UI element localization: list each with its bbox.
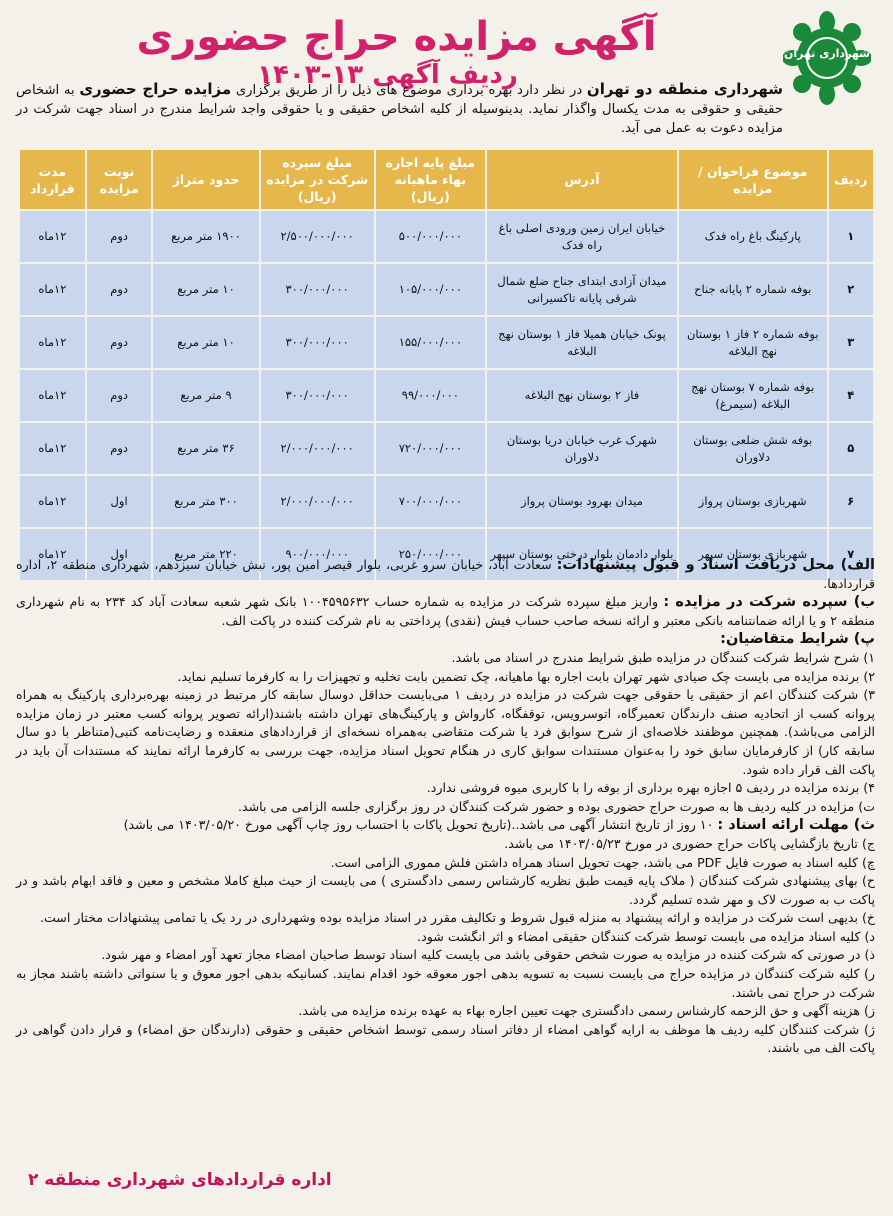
cell-round: دوم: [86, 422, 153, 475]
clause-se: ث) مهلت ارائه اسناد : ۱۰ روز از تاریخ انتشار آگهی می باشد..(تاریخ تحویل پاکات با احتساب روز چاپ آگهی مورخ ۱۴۰۳/۰۵/۲۰ می باشد): [123, 817, 875, 834]
clause-he: ح) بهای پیشنهادی شرکت کنندگان ( ملاک پایه قیمت طبق نظریه کارشناس رسمی دادگستری ) می بایست از حیث مبلغ کاملا مشخص و معین و فاقد ابهام باشد و در پاکت ب به صورت لاک و مهر شده تسلیم گردد.: [16, 873, 875, 907]
ad-row-number: ردیف آگهی ۱۳-۱۴۰۳: [257, 60, 518, 90]
header-address: آدرس: [486, 149, 678, 210]
cell-deposit: ۲/۰۰۰/۰۰۰/۰۰۰: [260, 422, 375, 475]
cell-deposit: ۹۰۰/۰۰۰/۰۰۰: [260, 528, 375, 581]
cell-duration: ۱۲ماه: [19, 316, 86, 369]
clause-dal: د) کلیه اسناد مزایده می بایست توسط شرکت کنندگان حقیقی امضاء و اثر انگشت شود.: [417, 928, 875, 944]
clause-be: ب) سپرده شرکت در مزایده : واریز مبلغ سپرده شرکت در مزایده به شماره حساب ۱۰۰۴۵۹۵۶۳۲ بانک شهر شعبه سعادت آباد کد ۲۳۴ به نام شهرداری منطقه ۲ و یا ارائه ضمانتنامه بانکی معتبر و ارائه نسخه صاحب حساب فیش (نقدی) پرداختی به نام شرکت کننده در پاکت الف.: [16, 594, 875, 628]
cell-deposit: ۳۰۰/۰۰۰/۰۰۰: [260, 316, 375, 369]
cell-subject: بوفه شماره ۲ فاز ۱ بوستان نهج البلاغه: [678, 316, 828, 369]
cell-row-no: ۶: [828, 475, 874, 528]
cell-base-rent: ۲۵۰/۰۰۰/۰۰۰: [375, 528, 486, 581]
clause-ze: ز) هزینه آگهی و حق الزحمه کارشناس رسمی دادگستری جهت تعیین اجاره بهاء به عهده برنده مزایده می باشد.: [298, 1003, 875, 1019]
cell-round: اول: [86, 528, 153, 581]
cell-subject: بوفه شماره ۲ پایانه جناح: [678, 263, 828, 316]
cell-duration: ۱۲ماه: [19, 263, 86, 316]
header-area: حدود متراژ: [152, 149, 259, 210]
table-header-row: [19, 149, 874, 210]
clause-zal: ذ) در صورتی که شرکت کننده در مزایده به صورت شخص حقوقی باشد می بایست کلیه اسناد توسط صاحبان امضاء مجاز تعهد آور امضاء و مهر شود.: [101, 947, 875, 963]
cell-address: بلوار دادمان بلوار درختی بوستان سپهر: [486, 528, 678, 581]
logo-text: شهرداری تهران: [784, 47, 870, 60]
cell-area: ۱۰ متر مربع: [152, 263, 259, 316]
intro-text-2: به اشخاص حقیقی و حقوقی به مدت یکسال واگذار نماید. بدینوسیله از کلیه اشخاص حقیقی و یا حقوقی واجد شرایط مندرج در اسناد جهت شرکت در مزایده دعوت به عمل می آید.: [16, 83, 783, 136]
table-row: [19, 210, 874, 263]
table-row: [19, 422, 874, 475]
cell-round: اول: [86, 475, 153, 528]
table-row: [19, 316, 874, 369]
cell-address: پونک خیابان همیلا فاز ۱ بوستان نهج البلاغه: [486, 316, 678, 369]
cell-subject: بوفه شش ضلعی بوستان دلاوران: [678, 422, 828, 475]
clause-zhe: ژ) شرکت کنندگان کلیه ردیف ها موظف به ارایه گواهی امضاء از دفاتر اسناد رسمی توسط اشخاص حقیقی و حقوقی (دارندگان حق امضاء) و قرار دادن گواهی در پاکت الف می باشند.: [16, 1021, 875, 1056]
title-wrap: [36, 14, 757, 90]
table-row: [19, 475, 874, 528]
cell-area: ۹ متر مربع: [152, 369, 259, 422]
cell-address: شهرک غرب خیابان دریا بوستان دلاوران: [486, 422, 678, 475]
cell-base-rent: ۱۵۵/۰۰۰/۰۰۰: [375, 316, 486, 369]
cell-subject: شهربازی بوستان پرواز: [678, 475, 828, 528]
clause-khe: خ) بدیهی است شرکت در مزایده و ارائه پیشنهاد به منزله قبول شروط و تکالیف مقرر در اسناد مزایده بوده وشهرداری در رد یک یا تمامی پیشنهادات مختار است.: [39, 910, 875, 926]
cell-address: میدان آزادی ابتدای جناح ضلع شمال شرقی پایانه تاکسیرانی: [486, 263, 678, 316]
header-subject: موضوع فراخوان / مزایده: [678, 149, 828, 210]
cell-round: دوم: [86, 369, 153, 422]
cell-duration: ۱۲ماه: [19, 369, 86, 422]
clause-re: ر) کلیه شرکت کنندگان در مزایده حراج می بایست نسبت به تسویه بدهی اجور معوقه خود اقدام نمایند. کسانیکه بدهی اجور معوق و یا سنواتی داشته باشند مجاز به شرکت در حراج نمی باشند.: [16, 966, 875, 1000]
clause-che: چ) کلیه اسناد به صورت فایل PDF می باشد، جهت تحویل اسناد همراه داشتن فلش مموری الزامی است.: [330, 854, 875, 870]
cell-area: ۲۲۰ متر مربع: [152, 528, 259, 581]
cell-address: میدان بهرود بوستان پرواز: [486, 475, 678, 528]
table-row: [19, 263, 874, 316]
intro-paragraph: [16, 80, 783, 138]
cell-row-no: ۳: [828, 316, 874, 369]
cell-deposit: ۳۰۰/۰۰۰/۰۰۰: [260, 369, 375, 422]
cell-row-no: ۲: [828, 263, 874, 316]
auction-table: [18, 148, 875, 582]
cell-duration: ۱۲ماه: [19, 528, 86, 581]
cell-row-no: ۴: [828, 369, 874, 422]
condition-4: ۴) برنده مزایده در ردیف ۵ اجازه بهره برداری از بوفه را با کاربری میوه فروشی ندارد.: [426, 780, 875, 796]
cell-duration: ۱۲ماه: [19, 422, 86, 475]
cell-deposit: ۳۰۰/۰۰۰/۰۰۰: [260, 263, 375, 316]
intro-text-1: در نظر دارد بهره برداری موضوع های ذیل را از طریق برگزاری: [231, 83, 587, 98]
cell-base-rent: ۱۰۵/۰۰۰/۰۰۰: [375, 263, 486, 316]
cell-area: ۱۰ متر مربع: [152, 316, 259, 369]
header-row-no: ردیف: [828, 149, 874, 210]
cell-address: فاز ۲ بوستان نهج البلاغه: [486, 369, 678, 422]
clause-pe-heading: پ) شرایط متقاضیان:: [720, 631, 875, 648]
cell-base-rent: ۵۰۰/۰۰۰/۰۰۰: [375, 210, 486, 263]
condition-3: ۳) شرکت کنندگان اعم از حقیقی یا حقوقی جهت شرکت در مزایده در ردیف ۱ می‌بایست حداقل دوسال سابقه کار مرتبط در زمینه بهره‌برداری پارکینگ به همراه پروانه کسب از اتحادیه صنف دارندگان تعمیرگاه، اتوسرویس، توقفگاه، کارواش و پارکینگ‌های تهران داشته باشند(ارائه تصویر پروانه کسب معتبر در زمان مزایده الزامی می‌باشد). همچنین موظفند خلاصه‌ای از شرح سوابق فرد یا شرکت متقاضی به‌همراه نسخه‌ای از قراردادهای منعقده و رضایت‌نامه کتبی(متناظر با دو سال سابقه کار) از کارفرمایان سابق خود را به‌عنوان مستندات سوابق کاری در هنگام تحویل اسناد مزایده، جهت بررسی به کارفرما ارائه نمایند که مستندات آن باید در پاکت الف قرار داده شود.: [16, 687, 875, 777]
cell-deposit: ۲/۰۰۰/۰۰۰/۰۰۰: [260, 475, 375, 528]
cell-round: دوم: [86, 316, 153, 369]
header-base-rent: مبلغ پایه اجاره بهاء ماهیانه (ریال): [375, 149, 486, 210]
cell-subject: پارکینگ باغ راه فدک: [678, 210, 828, 263]
intro-lead: شهرداری منطقه دو تهران: [586, 80, 784, 98]
intro-bold: مزایده حراج حضوری: [79, 80, 232, 98]
table-row: [19, 369, 874, 422]
cell-row-no: ۵: [828, 422, 874, 475]
cell-base-rent: ۷۲۰/۰۰۰/۰۰۰: [375, 422, 486, 475]
cell-row-no: ۱: [828, 210, 874, 263]
clause-te: ت) مزایده در کلیه ردیف ها به صورت حراج حضوری بوده و حضور شرکت کنندگان در روز برگزاری جلسه الزامی می باشد.: [238, 798, 875, 814]
clause-jim: ج) تاریخ بازگشایی پاکات حراج حضوری در مورخ ۱۴۰۳/۰۵/۲۳ می باشد.: [504, 835, 875, 851]
header-round: نوبت مزایده: [86, 149, 153, 210]
cell-deposit: ۲/۵۰۰/۰۰۰/۰۰۰: [260, 210, 375, 263]
cell-duration: ۱۲ماه: [19, 475, 86, 528]
ad-title: آگهی مزایده حراج حضوری: [136, 14, 657, 60]
footer-department: اداره قراردادهای شهرداری منطقه ۲: [28, 1170, 332, 1190]
cell-area: ۳۶ متر مربع: [152, 422, 259, 475]
cell-round: دوم: [86, 263, 153, 316]
condition-1: ۱) شرح شرایط شرکت کنندگان در مزایده طبق شرایط مندرج در اسناد می باشد.: [451, 649, 875, 665]
header-duration: مدت قرارداد: [19, 149, 86, 210]
cell-base-rent: ۹۹/۰۰۰/۰۰۰: [375, 369, 486, 422]
conditions-text: [16, 556, 875, 1058]
cell-area: ۳۰۰ متر مربع: [152, 475, 259, 528]
cell-duration: ۱۲ماه: [19, 210, 86, 263]
clause-alef: الف) محل دریافت اسناد و قبول پیشنهادات: سعادت آباد، خیابان سرو غربی، بلوار قیصر امین پور، نبش خیابان سیزدهم، شهرداری منطقه ۲، اداره قراردادها.: [16, 557, 875, 591]
cell-row-no: ۷: [828, 528, 874, 581]
cell-subject: شهربازی بوستان سپهر: [678, 528, 828, 581]
tehran-municipality-logo: [783, 10, 871, 106]
condition-2: ۲) برنده مزایده می بایست چک صیادی شهر تهران بابت اجاره بها ماهیانه، چک تضمین بابت تخلیه و تجهیزات را به کارفرما تسلیم نماید.: [177, 668, 875, 684]
cell-subject: بوفه شماره ۷ بوستان نهج البلاغه (سیمرغ): [678, 369, 828, 422]
table-body: [19, 210, 874, 581]
header-deposit: مبلغ سپرده شرکت در مزایده (ریال): [260, 149, 375, 210]
cell-round: دوم: [86, 210, 153, 263]
cell-area: ۱۹۰۰ متر مربع: [152, 210, 259, 263]
cell-base-rent: ۷۰۰/۰۰۰/۰۰۰: [375, 475, 486, 528]
cell-address: خیابان ایران زمین ورودی اصلی باغ راه فدک: [486, 210, 678, 263]
